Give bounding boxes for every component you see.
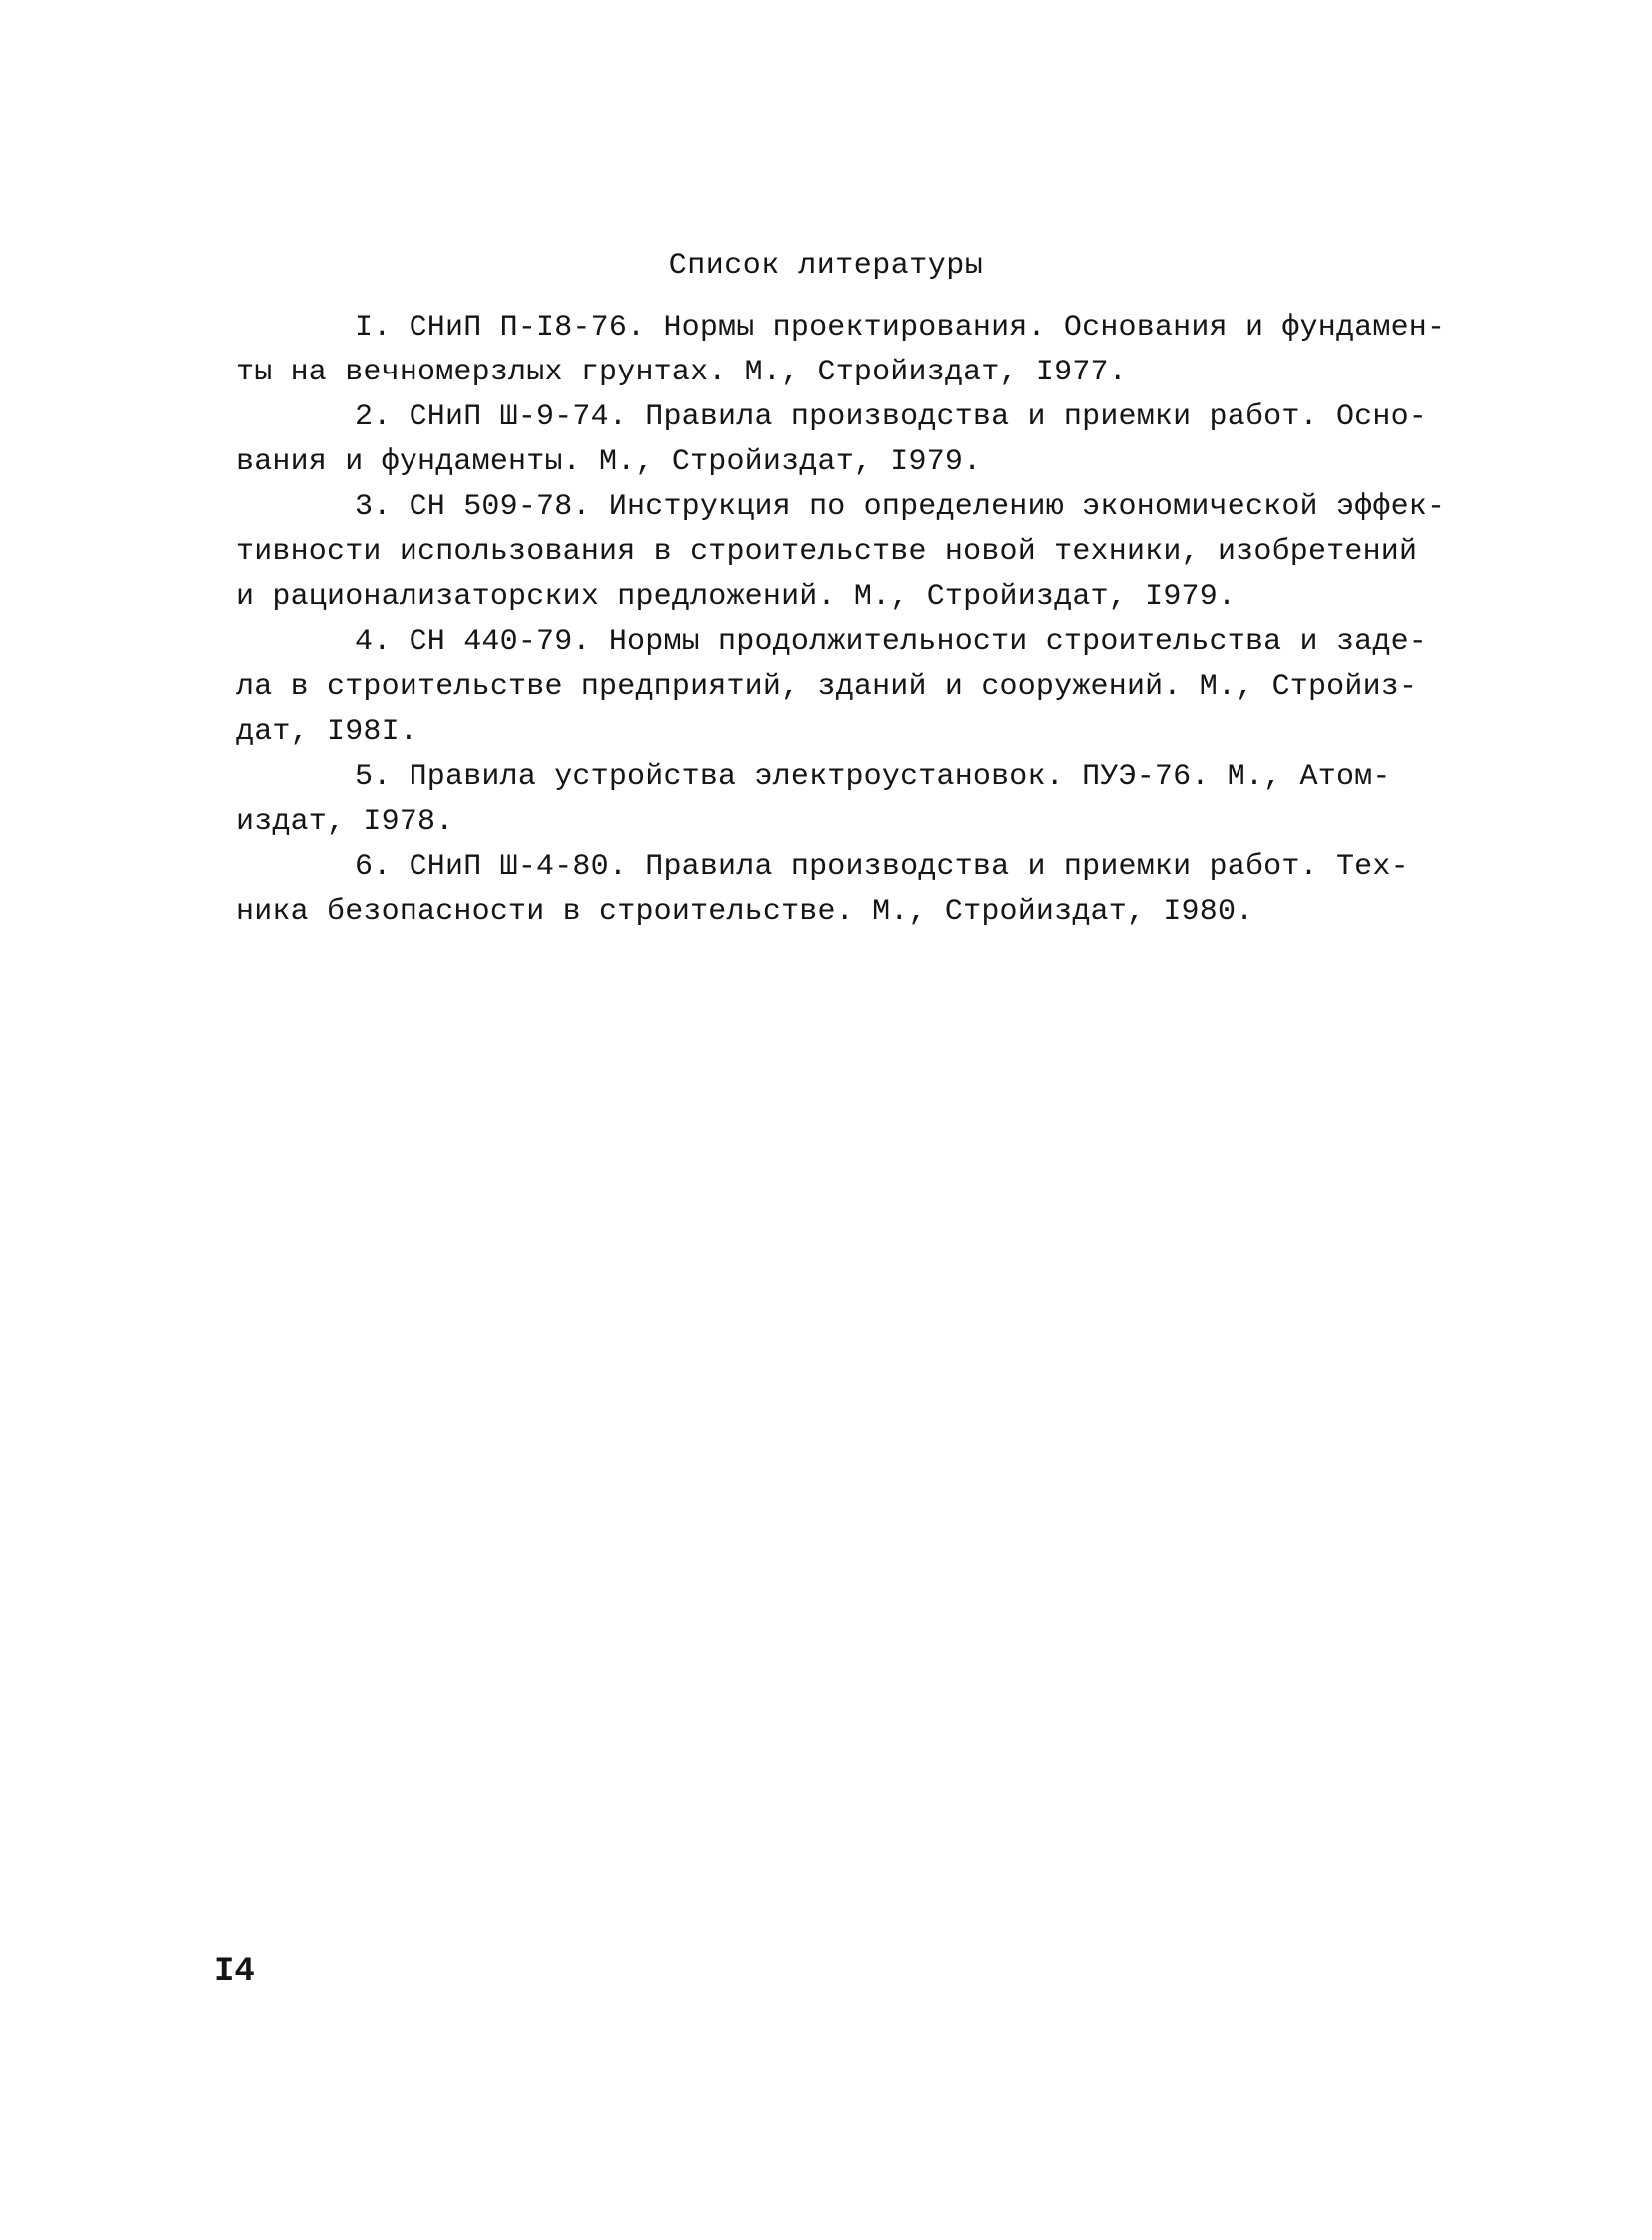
reference-4-line-2: ла в строительстве предприятий, зданий и сооружений. М., Стройиз-	[236, 670, 1418, 704]
reference-2-line-2: вания и фундаменты. М., Стройиздат, I979.	[236, 445, 982, 479]
page-number: I4	[214, 1953, 255, 1991]
reference-3-line-2: тивности использования в строительстве новой техники, изобретений	[236, 535, 1418, 569]
reference-6-line-1: 6. СНиП Ш-4-80. Правила производства и приемки работ. Тех-	[355, 850, 1409, 884]
reference-item-3	[236, 485, 1446, 620]
reference-item-4	[236, 620, 1440, 755]
reference-1-line-2: ты на вечномерзлых грунтах. М., Стройиздат, I977.	[236, 356, 1127, 389]
reference-3-line-1: 3. СН 509-78. Инструкция по определению экономической эффек-	[355, 490, 1446, 524]
reference-4-line-3: дат, I98I.	[236, 715, 418, 749]
reference-list	[236, 306, 1446, 935]
reference-4-line-1: 4. СН 440-79. Нормы продолжительности строительства и заде-	[355, 625, 1427, 659]
reference-item-2	[236, 395, 1440, 485]
reference-5-line-2: издат, I978.	[236, 805, 454, 839]
reference-1-line-1: I. СНиП П-I8-76. Нормы проектирования. Основания и фундамен-	[355, 311, 1446, 345]
reference-item-1	[236, 306, 1446, 395]
reference-3-line-3: и рационализаторских предложений. М., Стройиздат, I979.	[236, 580, 1237, 614]
reference-item-6	[236, 845, 1440, 935]
reference-2-line-1: 2. СНиП Ш-9-74. Правила производства и приемки работ. Осно-	[355, 400, 1427, 434]
reference-5-line-1: 5. Правила устройства электроустановок. ПУЭ-76. М., Атом-	[355, 760, 1391, 794]
reference-6-line-2: ника безопасности в строительстве. М., Стройиздат, I980.	[236, 895, 1254, 929]
reference-item-5	[236, 755, 1440, 845]
page-title: Список литературы	[668, 249, 984, 283]
